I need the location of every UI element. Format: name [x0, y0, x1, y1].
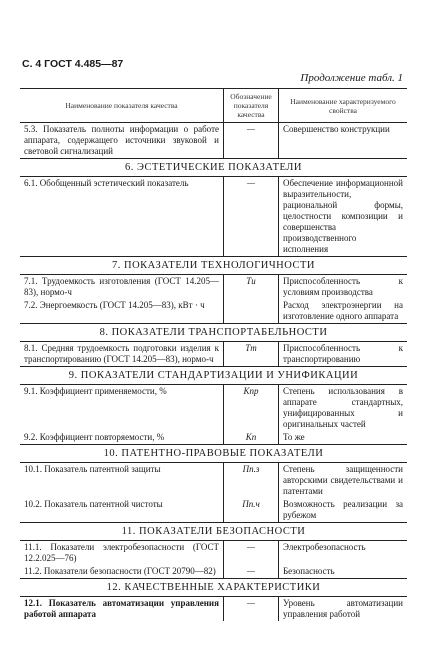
- section-heading-row: [20, 445, 407, 463]
- indicator-name: 10.2. Показатель патентной чистоты: [24, 499, 163, 509]
- section-heading-row: [20, 579, 407, 597]
- table-row: [20, 385, 407, 432]
- indicator-symbol: Kп: [224, 431, 279, 445]
- continuation-label: Продолжение табл. 1: [300, 72, 403, 84]
- table-row: [20, 498, 407, 523]
- indicator-symbol: [224, 299, 279, 324]
- indicator-property: Степень использования в аппарате стандартных, унифицированных и оригинальных частей: [283, 386, 403, 429]
- table-row: [20, 565, 407, 579]
- indicator-symbol: —: [224, 123, 279, 159]
- indicator-symbol: —: [224, 597, 279, 622]
- indicator-property: Уровень автоматизации управления работой: [283, 598, 403, 619]
- section-heading: 12. КАЧЕСТВЕННЫЕ ХАРАКТЕРИСТИКИ: [20, 579, 407, 597]
- indicator-name: 10.1. Показатель патентной защиты: [24, 464, 161, 474]
- section-heading: 6. ЭСТЕТИЧЕСКИЕ ПОКАЗАТЕЛИ: [20, 159, 407, 177]
- indicator-symbol: Tт: [224, 342, 279, 367]
- section-heading: 9. ПОКАЗАТЕЛИ СТАНДАРТИЗАЦИИ И УНИФИКАЦИИ: [20, 367, 407, 385]
- table-row: [20, 123, 407, 159]
- page-header: С. 4 ГОСТ 4.485—87: [22, 58, 124, 70]
- table-row: [20, 177, 407, 257]
- section-heading-row: [20, 324, 407, 342]
- table-header-row: [20, 89, 407, 123]
- table-row: [20, 342, 407, 367]
- table-row: [20, 541, 407, 566]
- indicator-symbol: Пп.ч: [224, 498, 279, 523]
- table-row: [20, 275, 407, 300]
- table-row: [20, 431, 407, 445]
- indicator-name: 9.1. Коэффициент применяемости, %: [24, 386, 167, 396]
- column-header-name: Наименование показателя качества: [20, 89, 224, 123]
- indicator-name: 6.1. Обобщенный эстетический показатель: [24, 178, 189, 188]
- section-heading: 8. ПОКАЗАТЕЛИ ТРАНСПОРТАБЕЛЬНОСТИ: [20, 324, 407, 342]
- indicator-symbol: —: [224, 541, 279, 566]
- indicator-property: Безопасность: [283, 566, 335, 576]
- indicator-name: 8.1. Средняя трудоемкость подготовки изделия к транспортированию (ГОСТ 14.205—83), нормо-ч: [24, 343, 219, 364]
- section-heading: 11. ПОКАЗАТЕЛИ БЕЗОПАСНОСТИ: [20, 523, 407, 541]
- section-heading: 10. ПАТЕНТНО-ПРАВОВЫЕ ПОКАЗАТЕЛИ: [20, 445, 407, 463]
- indicator-name: 7.2. Энергоемкость (ГОСТ 14.205—83), кВт · ч: [24, 300, 205, 310]
- table-row: [20, 299, 407, 324]
- indicator-property: Степень защищенности авторскими свидетельствами и патентами: [283, 464, 403, 496]
- indicator-symbol: —: [224, 177, 279, 257]
- indicator-property: Возможность реализации за рубежом: [283, 499, 403, 520]
- indicator-symbol: Tи: [224, 275, 279, 300]
- indicator-name: 7.1. Трудоемкость изготовления (ГОСТ 14.205—83), нормо-ч: [24, 276, 219, 297]
- section-heading: 7. ПОКАЗАТЕЛИ ТЕХНОЛОГИЧНОСТИ: [20, 257, 407, 275]
- indicator-symbol: —: [224, 565, 279, 579]
- indicator-name: 11.1. Показатели электробезопасности (ГОСТ 12.2.025—76): [24, 542, 219, 563]
- table-row: [20, 597, 407, 622]
- column-header-symbol: Обозначение показателя качества: [224, 89, 279, 123]
- indicator-property: Приспособленность к транспортированию: [283, 343, 403, 364]
- indicator-property: Расход электроэнергии на изготовление одного аппарата: [283, 300, 403, 321]
- section-heading-row: [20, 257, 407, 275]
- quality-indicators-table: [20, 88, 407, 621]
- indicator-symbol: Пп.з: [224, 463, 279, 499]
- indicator-property: Обеспечение информационной выразительности, рациональной формы, целостности композиции и совершенства производственного исполнения: [283, 178, 403, 254]
- indicator-name: 11.2. Показатели безопасности (ГОСТ 20790—82): [24, 566, 216, 576]
- section-heading-row: [20, 523, 407, 541]
- indicator-name: 5.3. Показатель полноты информации о работе аппарата, содержащего источники звуковой и световой сигнализаций: [24, 124, 219, 156]
- indicator-property: Совершенство конструкции: [283, 124, 390, 134]
- column-header-property: Наименование характеризуемого свойства: [279, 89, 408, 123]
- indicator-name: 9.2. Коэффициент повторяемости, %: [24, 432, 165, 442]
- indicator-name: 12.1. Показатель автоматизации управления работой аппарата: [24, 598, 219, 619]
- table-row: [20, 463, 407, 499]
- indicator-property: То же: [283, 432, 305, 442]
- indicator-property: Электробезопасность: [283, 542, 366, 552]
- indicator-symbol: Kпр: [224, 385, 279, 432]
- section-heading-row: [20, 367, 407, 385]
- section-heading-row: [20, 159, 407, 177]
- indicator-property: Приспособленность к условиям производства: [283, 276, 403, 297]
